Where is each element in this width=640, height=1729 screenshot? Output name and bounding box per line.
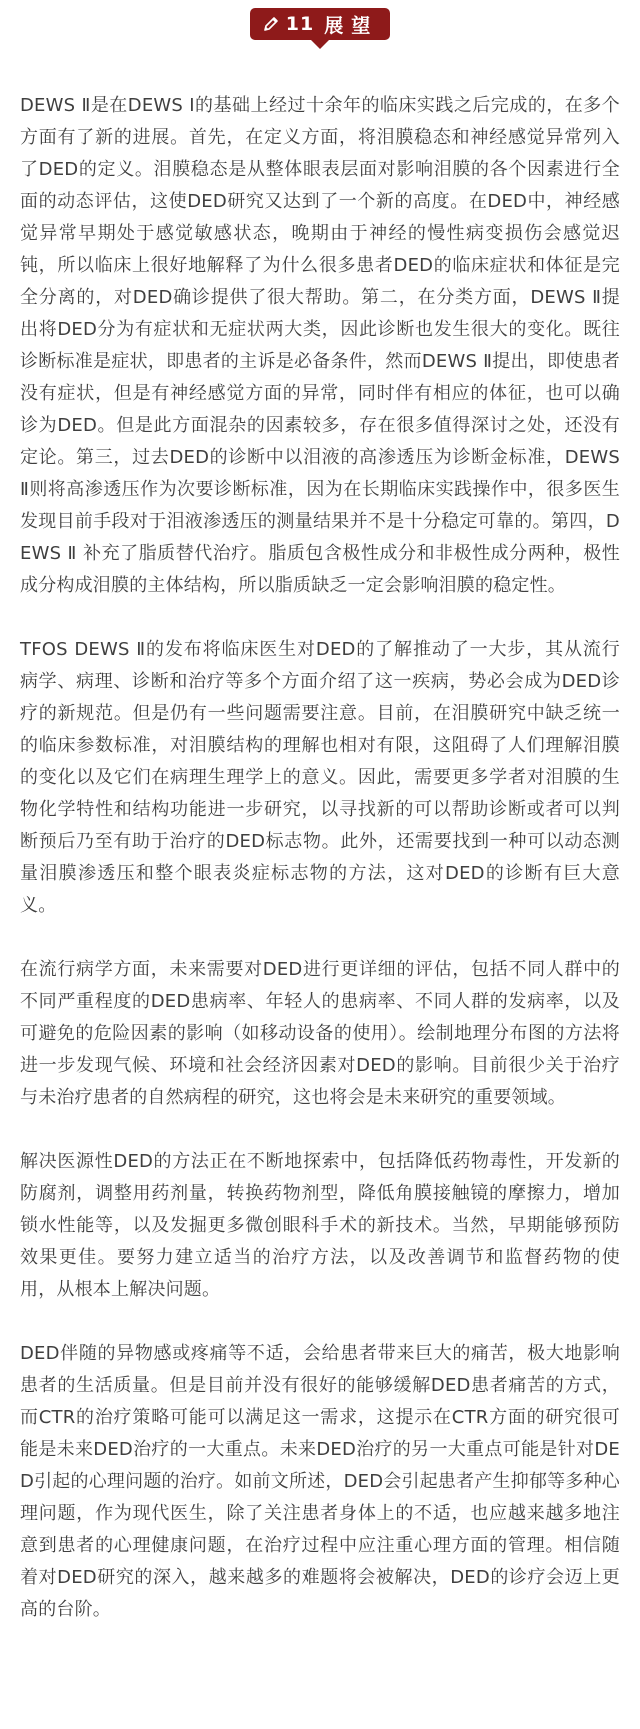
section-number: 11 bbox=[285, 13, 315, 35]
section-heading bbox=[20, 0, 620, 50]
paragraph-iatrogenic-ded: 解决医源性DED的方法正在不断地探索中，包括降低药物毒性，开发新的防腐剂，调整用药剂量，转换药物剂型，降低角膜接触镜的摩擦力，增加锁水性能等，以及发掘更多微创眼科手术的新技术。当然，早期能够预防效果更佳。要努力建立适当的治疗方法，以及改善调节和监督药物的使用，从根本上解决问题。 bbox=[20, 1151, 620, 1300]
section-heading-badge bbox=[250, 8, 390, 40]
paragraph-tfos-dews-ii: TFOS DEWS Ⅱ的发布将临床医生对DED的了解推动了一大步，其从流行病学、病理、诊断和治疗等多个方面介绍了这一疾病，势必会成为DED诊疗的新规范。但是仍有一些问题需要注意。目前，在泪膜研究中缺乏统一的临床参数标准，对泪膜结构的理解也相对有限，这阻碍了人们理解泪膜的变化以及它们在病理生理学上的意义。因此，需要更多学者对泪膜的生物化学特性和结构功能进一步研究，以寻找新的可以帮助诊断或者可以判断预后乃至有助于治疗的DED标志物。此外，还需要找到一种可以动态测量泪膜渗透压和整个眼表炎症标志物的方法，这对DED的诊断有巨大意义。 bbox=[20, 639, 620, 916]
paragraph-dews-ii-progress: DEWS Ⅱ是在DEWS Ⅰ的基础上经过十余年的临床实践之后完成的，在多个方面有了新的进展。首先，在定义方面，将泪膜稳态和神经感觉异常列入了DED的定义。泪膜稳态是从整体眼表层面对影响泪膜的各个因素进行全面的动态评估，这使DED研究又达到了一个新的高度。在DED中，神经感觉异常早期处于感觉敏感状态，晚期由于神经的慢性病变损伤会感觉迟钝，所以临床上很好地解释了为什么很多患者DED的临床症状和体征是完全分离的，对DED确诊提供了很大帮助。第二，在分类方面，DEWS Ⅱ提出将DED分为有症状和无症状两大类，因此诊断也发生很大的变化。既往诊断标准是症状，即患者的主诉是必备条件，然而DEWS Ⅱ提出，即使患者没有症状，但是有神经感觉方面的异常，同时伴有相应的体征，也可以确诊为DED。但是此方面混杂的因素较多，存在很多值得深讨之处，还没有定论。第三，过去DED的诊断中以泪液的高渗透压为诊断金标准，DEWS Ⅱ则将高渗透压作为次要诊断标准，因为在长期临床实践操作中，很多医生发现目前手段对于泪液渗透压的测量结果并不是十分稳定可靠的。第四，DEWS Ⅱ 补充了脂质替代治疗。脂质包含极性成分和非极性成分两种，极性成分构成泪膜的主体结构，所以脂质缺乏一定会影响泪膜的稳定性。 bbox=[20, 95, 621, 596]
article-body bbox=[20, 90, 620, 1626]
pencil-icon bbox=[262, 15, 280, 33]
paragraph-future-treatment: DED伴随的异物感或疼痛等不适，会给患者带来巨大的痛苦，极大地影响患者的生活质量。但是目前并没有很好的能够缓解DED患者痛苦的方式，而CTR的治疗策略可能可以满足这一需求，这提示在CTR方面的研究很可能是未来DED治疗的一大重点。未来DED治疗的另一大重点可能是针对DED引起的心理问题的治疗。如前文所述，DED会引起患者产生抑郁等多种心理问题，作为现代医生，除了关注患者身体上的不适，也应越来越多地注意到患者的心理健康问题，在治疗过程中应注重心理方面的管理。相信随着对DED研究的深入，越来越多的难题将会被解决，DED的诊疗会迈上更高的台阶。 bbox=[20, 1343, 620, 1620]
section-title: 展望 bbox=[324, 14, 379, 37]
paragraph-epidemiology: 在流行病学方面，未来需要对DED进行更详细的评估，包括不同人群中的不同严重程度的DED患病率、年轻人的患病率、不同人群的发病率，以及可避免的危险因素的影响（如移动设备的使用）。绘制地理分布图的方法将进一步发现气候、环境和社会经济因素对DED的影响。目前很少关于治疗与未治疗患者的自然病程的研究，这也将会是未来研究的重要领域。 bbox=[20, 959, 620, 1108]
